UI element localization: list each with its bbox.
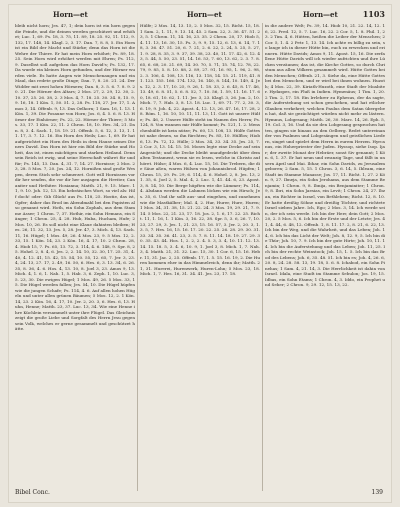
sheet-number: 139 [371,489,383,496]
column-divider [137,23,138,491]
column-divider [262,23,263,491]
column-left: bleib nicht horn; Jes. 47, 1; dein horn ist ein horn gegen die Feinde, und die deinen werden geschützet und erhöhet; Luc. 1, 69. Ps. 18, 3. 75, 11. 89, 18. 25. 92, 11. 112, 9. 132, 17. 148, 14. Klagl. 2, 3. 17. Dan. 7, 8. 8, 5. Ein Horn ist ein Bild der Macht und Stärke; denn das Horn ist die Wehre der Thiere. Er hat mein Horn erhöhet; Ps. 89, 18. 25. Sein Horn wird erhöhet werden mit Ehren; Ps. 112, 9. Daselbst soll aufgehen das Horn David's; Ps. 132, 17. Da wurde ein kleines Horn gefunden, und der Hörner wurden viele. Es hatte Augen wie Menschenaugen und ein Maul, das redete große Dinge; Dan. 7, 8. 20. 21. 24. Der Widder mit zwei hohen Hörnern; Dan. 8, 3. 5. 6. 7. 8. 9. 20. 21. Die Hörner des Altars; 2 Mos. 27, 2. 29, 12. 30, 2. 10. 37, 25. 26. 38, 2. 3 Mos. 4, 7. 18. 25. 30. 34. 8, 15. 9, 9. 16, 18. 1 Kön. 1, 50. 51. 2, 28. Ps. 118, 27. Jer. 17, 1. Amos 3, 14. Offenb. 9, 13. Das Oelhorn; 1 Sam. 16, 1. 13. 1 Kön. 1, 39. Die Posaune von Horn; Jos. 6, 4. 5. 6. 8. 13. Hörner der Einhörner; Ps. 22, 22. Hörner der Thiere; 5 Mos. 33, 17. 1 Kön. 22, 11. 2 Chron. 18, 10. Hes. 34, 21. Dan. 8, 3. 4. Sach. 1, 18. 19. 21. Offenb. 5, 6. 12, 3. 13, 1. 11. 17, 3. 7. 12. 16. Ein Horn des Heils; Luc. 1, 69. Er hat aufgerichtet ein Horn des Heils in dem Hause seines Dieners David. Das Horn ist hier ein Bild der Stärke und Hoheit, das ist, einen mächtigen und starken Heiland. Denn sein Reich ist ewig, und seine Herrschaft währet für und für; Ps. 145, 13. Dan. 4, 31. 7, 14. 27. Hornisse; 2 Mos. 23, 28. 5 Mos. 7, 20. Jos. 24, 12. Hornißen sind große Wespen, deren Stich sehr schmerzet. Gott will Hornissen vor dir her senden, die vor dir her ausjagen die Heviter, Cananiter und Hethiter. Hosianna; Matth. 21, 9. 15. Marc. 11, 9. 10. Joh. 12, 13. Ein hebräisches Wort, so viel als: Hilf doch! oder: Gib Glück! aus Ps. 118, 25. Hostie, das ist, Opfer; daher das Brod im Abendmahl bei den Papisten also genannt wird. Hoth, ein Sohn Zophah, aus dem Stamme Asser; 1 Chron. 7, 37. Hothir, ein Sohn Hemans, ein Sänger; 1 Chron. 25, 4. 28. Hub, Huba, Hucham, Hufe; 2 Mos. 10, 26. Es soll nicht eine Klaue dahinten bleiben; Hes. 26, 11. 32, 13. Jes. 5, 28. Jer. 47, 3. Mich. 4, 13. Sach. 11, 16. Hügel; 1 Mos. 49, 26. 4 Mos. 23, 9. 5 Mos. 12, 2. 33, 15. 1 Kön. 14, 23. 2 Kön. 16, 4. 17, 10. 2 Chron. 28, 4. Hiob 15, 7. Ps. 65, 13. 72, 3. 114, 4. 6. 148, 9. Spr. 8, 25. Hohel. 2, 8. 4, 6. Jes. 2, 2. 14. 10, 32. 30, 17. 25. 31, 4. 40, 4. 12. 41, 15. 42, 15. 54, 10. 55, 12. 65, 7. Jer. 3, 23. 4, 24. 13, 27. 17, 2. 49, 16. 50, 6. Hes. 6, 3. 13. 34, 6. 26. 35, 8. 36, 4. 6. Hos. 4, 13. 10, 8. Joel 3, 23. Amos 9, 13. Mich. 4, 1. 6, 1. Nah. 1, 5. Hab. 3, 6. Zeph. 1, 10. Luc. 3, 5. 23, 30. Die ewigen Hügel; 1 Mos. 49, 26. 5 Mos. 33, 15. Die Hügel werden fallen; Jes. 54, 10. Die Hügel hüpfen wie die jungen Schafe; Ps. 114, 4. 6. Auf allen hohen Hügeln und unter allen grünen Bäumen; 5 Mos. 12, 2. 1 Kön. 14, 23. 2 Kön. 16, 4. 17, 10. Jer. 2, 20. 3, 6. Hes. 6, 13. Huhn, Henne; Matth. 23, 37. Luc. 13, 34. Wie eine Henne ihre Küchlein versammelt unter ihre Flügel. Das Gleichnis zeigt die große Liebe und Sorgfalt des Herrn Jesu gegen sein Volk, welches er gerne gesammelt und geschützet hätte. [15,23,135,332]
signature-mark: Bibel Conc. [15,489,50,496]
running-head-right: Horn—et [303,10,338,19]
page-sheet [8,4,392,503]
running-head-middle: Horn—et [187,10,222,19]
column-middle: Hülfe; 2 Mos. 14, 13. 15, 2. 5 Mos. 32, 15. Richt. 15, 18. 1 Sam. 2, 1. 11, 9. 13. 14, 45. 2 Sam. 22, 3. 36. 47. 51. 23, 5. 1 Chron. 11, 14. 16, 23. 35. 2 Chron. 20, 17. Hiob 5, 4. 11. 13, 16. 30, 15. Ps. 3, 9. 9, 15. 12, 6. 13, 6. 14, 7. 18, 3. 36. 47. 51. 20, 6. 7. 21, 2. 6. 22, 2. 24, 5. 25, 5. 27, 1. 9. 28, 8. 35, 3. 9. 37, 39. 38, 23. 40, 11. 17. 42, 6. 12. 43, 5. 44, 5. 50, 23. 51, 14. 16. 53, 7. 60, 13. 62, 2. 3. 7. 8. 65, 6. 68, 20. 21. 69, 14. 30. 70, 5. 71, 15. 74, 12. 78, 22. 79, 9. 85, 5. 8. 10. 88, 2. 89, 27. 91, 16. 95, 1. 96, 2. 98, 2. 3. 106, 4. 108, 13. 116, 13. 118, 14. 15. 21. 119, 41. 81. 123. 155. 166. 174. 132, 16. 140, 8. 144, 10. 149, 4. Jes. 12, 2. 3. 17, 10. 25, 9. 26, 1. 18. 33, 2. 6. 45, 8. 17. 46, 13. 49, 6. 8. 51, 5. 6. 8. 52, 7. 10. 56, 1. 59, 11. 16. 17. 60, 18. 61, 10. 62, 1. 11. Jer. 3, 23. Klagl. 3, 26. Jon. 2, 10. Mich. 7, 7. Hab. 3, 8. 13. 18. Luc. 1, 69. 71. 77. 2, 30. 3, 6. 19, 9. Joh. 4, 22. Apost. 4, 12. 13, 26. 47. 16, 17. 28, 28. Röm. 1, 16. 10, 10. 11, 11. 13, 11. Gott ist unsere Hülfe; Ps. 46, 2. Unsere Hülfe steht im Namen des Herrn; Ps. 124, 8. Von wannen mir Hülfe kommt; Ps. 121, 1. 2. Menschenhülfe ist kein nütze; Ps. 60, 13. 108, 13. Hülfe Gottes ist nahe denen, so ihn fürchten; Ps. 85, 10. Hülflos; Hiob 6, 13. Ps. 72, 12. Hülle; 2 Mos. 34, 33. 34. 35. Jes. 25, 7. 2 Cor. 3, 13. 14. 15. 16. Moses legte eine Decke auf sein Angesicht; und die Decke bleibt unaufgedeckt über dem alten Testament, wenn sie es lesen, welche in Christo aufhöret. Hülse; 4 Mos. 6, 4. Luc. 15, 16. Die Trebern, die die Säue aßen, waren Hülsen von Johannisbrod. Hüpfen; 1 Chron. 15, 29. Ps. 29, 6. 114, 4. 6. Hohel. 2, 8. Jes. 13, 21. 35, 6. Joel 2, 5. Mal. 4, 2. Luc. 1, 41. 44. 6, 23. Apost. 3, 8. 14, 10. Die Berge hüpften wie die Lämmer; Ps. 114, 4. Alsdann werden die Lahmen löcken wie ein Hirsch; Jes. 35, 6. Und ihr sollt aus- und eingehen, und zunehmen wie die Mastkälber; Mal. 4, 2. Hur, Hurer, Hure, Huren; 1 Mos. 34, 31. 38, 15. 21. 22. 24. 3 Mos. 19, 29. 21, 7. 9. 14. 5 Mos. 22, 21. 23, 17. 18. Jos. 2, 1. 6, 17. 22. 25. Richt. 11, 1. 16, 1. 1 Kön. 3, 16. 22, 38. Spr. 5, 3. 6, 26. 7, 10. 23, 27. 29, 3. Jes. 1, 21. 23, 15. 16. 57, 3. Jer. 2, 20. 3, 1. 3. 5, 7. Hes. 16, 15. 16. 17. 20. 22. 25. 26. 28. 29. 30. 31. 33. 34. 35. 36. 41. 23, 3. 5. 7. 8. 11. 14. 18. 19. 27. 29. 30. 35. 43. 44. Hos. 1, 2. 2, 2. 4. 5. 3, 3. 4, 10. 11. 12. 13. 14. 15. 18. 5, 3. 4. 6, 10. 9, 1. Joel 3, 8. Mich. 1, 7. Nah. 3, 4. Matth. 21, 31. 32. Luc. 15, 30. 1 Cor. 6, 15. 16. Hebr. 11, 31. Jac. 2, 25. Offenb. 17, 1. 5. 15. 16. 19, 2. Die Huren kommen eher in das Himmelreich, denn ihr; Matth. 21, 31. Hurerei, Hurenwerk, Huren-Lohn; 5 Mos. 23, 18. Mich. 1, 7. Hes. 16, 31. 34. 41. Jes. 23, 17. 18. [140,23,260,277]
running-head [15,10,385,22]
running-head-left: Horn—et [53,10,88,19]
page-number: 1103 [362,9,385,19]
text-columns [15,23,387,491]
column-right: in die andere Welt; Ps. 39, 14. Hiob 10, 21. 22. 14, 12. 16, 22. Pred. 12, 5. 7. Luc. 16, 22. 2 Cor. 5, 1. 8. Phil. 1, 23. 2 Tim. 4, 6. Hütten, heißen die Leiber der Menschen; 2 Cor. 5, 1. 4. 2 Petr. 1, 13. 14. Ich achte es billig zu sein, so lange ich in dieser Hütte bin, euch zu erwecken und erinnern. Hütte Davids; Amos 9, 11. Apost. 15, 16. Die zerfallene Hütte Davids will ich wieder aufrichten und ihre Lücken verzäunen; das ist, die Kirche Gottes, so durch Christum aus allen Völkern gesammelt wird. Hütte Gottes bei den Menschen; Offenb. 21, 3. Siehe da, eine Hütte Gottes bei den Menschen, und er wird bei ihnen wohnen. Huzoth; 4 Mos. 22, 39. Kiriath-Huzoth, eine Stadt der Moabiter. Hydaspes, ein Fluß in Indien. Hymenäus; 1 Tim. 1, 20. 2 Tim. 2, 17. 18. Ein Irrlehrer zu Ephesus, der da sagte, die Auferstehung sei schon geschehen, und hat etlicher Glauben verkehret; welchen Paulus dem Satan übergeben hat, daß sie gezüchtiget würden nicht mehr zu lästern. Hymnus, Lobgesang; Matth. 26, 30. Marc. 14, 26. Eph. 5, 19. Col. 3, 16. Und da sie den Lobgesang gesprochen hatten, gingen sie hinaus an den Oelberg. Redet untereinander von Psalmen und Lobgesängen und geistlichen Liedern, singet und spielet dem Herrn in eurem Herzen. Hyrcanus, ein Hoherpriester der Juden. Hyssop, siehe Isop. Ijar; der zweite Monat der Hebräer, sonst Siv genannt; 1 Kön. 6, 1. 37. Er hat neun und zwanzig Tage, und fällt in unsern April und Mai. Ibhar, ein Sohn Davids, zu Jerusalem geboren; 2 Sam. 5, 15. 1 Chron. 3, 6. 14, 5. Ibleam, eine Stadt im Stamme Manasse; Jos. 17, 11. Richt. 1, 27. 2 Kön. 9, 27. Ibneja, ein Sohn Jerohams, aus dem Stamme Benjamin; 1 Chron. 9, 8. Ibnija, ein Benjaminiter; 1 Chron. 9, 8. Ibri, ein Sohn Jaesias, ein Levit; 1 Chron. 24, 27. Ibzan, ein Richter in Israel, von Bethlehem; Richt. 12, 8. 10. Er hatte dreißig Söhne und dreißig Töchter, und richtete Israel sieben Jahre. Ich, Ego; 2 Mos. 3, 14. Ich werde sein, der ich sein werde. Ich bin der Herr, dein Gott; 2 Mos. 20, 2. 5 Mos. 5, 6. Ich bin der Erste und der Letzte; Jes. 41, 4. 44, 6. 48, 12. Offenb. 1, 8. 11. 17. 2, 8. 21, 6. 22, 13. Ich bin der Weg, und die Wahrheit, und das Leben; Joh. 14, 6. Ich bin das Licht der Welt; Joh. 8, 12. 9, 5. Ich bin die Thür; Joh. 10, 7. 9. Ich bin der gute Hirte; Joh. 10, 11. 14. Ich bin die Auferstehung und das Leben; Joh. 11, 25. Ich bin der rechte Weinstock; Joh. 15, 1. 5. Ich bin das Brod des Lebens; Joh. 6, 35. 48. 51. Ich bin es; Joh. 4, 26. 6, 20. 8, 24. 28. 58. 13, 19. 18, 5. 6. 8. Ichabod, ein Sohn Pinehas; 1 Sam. 4, 21. 14, 3. Die Herrlichkeit ist dahin von Israel. Idala, eine Stadt im Stamme Sebulon; Jos. 19, 15. Idbas, ein Sohn Etams; 1 Chron. 4, 3. Iddo, ein Prophet und Seher; 2 Chron. 9, 29. 12, 15. 13, 22. [265,23,385,288]
page-footer [15,489,385,498]
